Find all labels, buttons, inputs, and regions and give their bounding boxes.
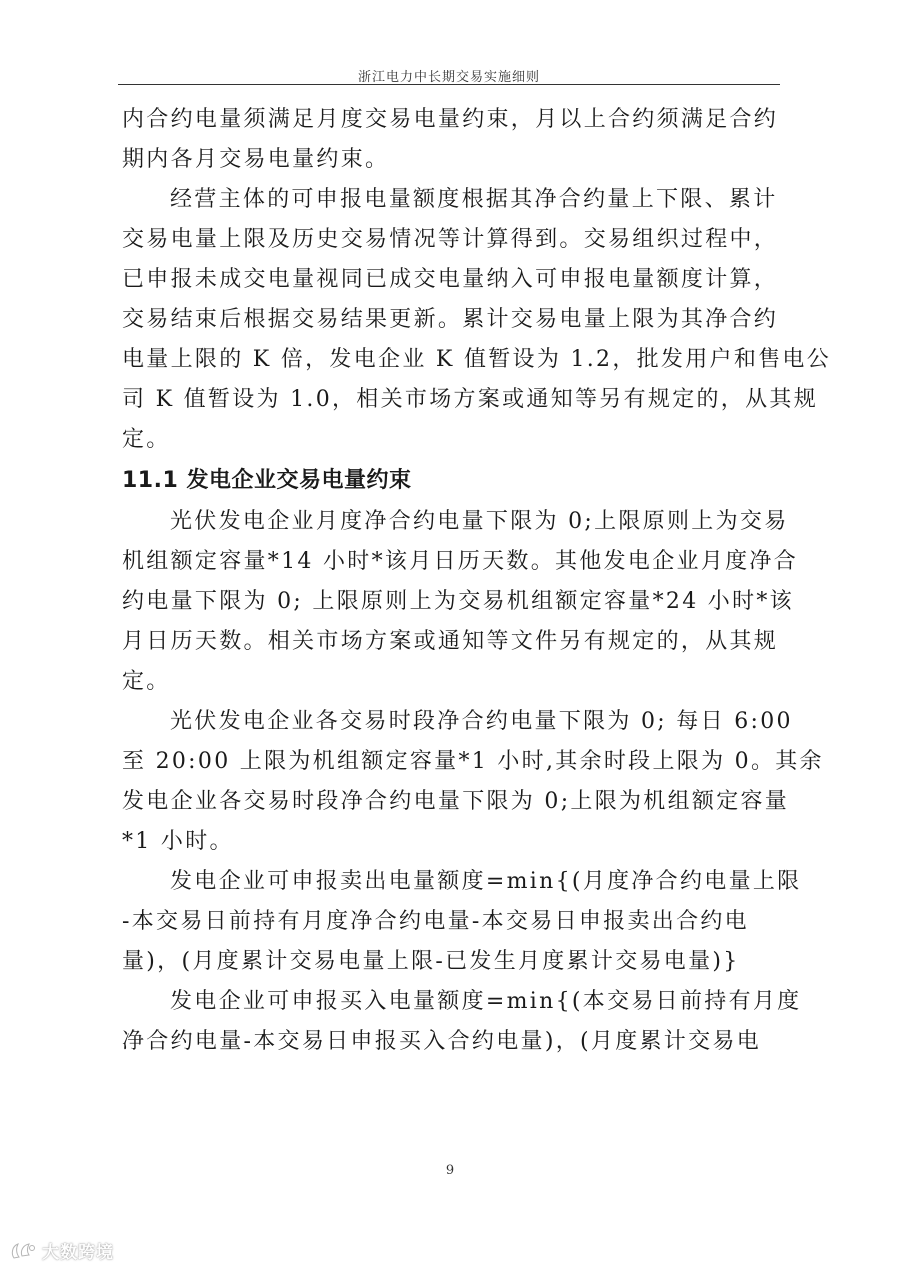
page-number: 9 — [445, 1163, 455, 1178]
text-line: 约电量下限为 0; 上限原则上为交易机组额定容量*24 小时*该 — [122, 589, 794, 614]
document-body — [122, 100, 832, 1062]
text-line: 光伏发电企业各交易时段净合约电量下限为 0; 每日 6:00 — [170, 709, 793, 734]
paragraph-3 — [122, 502, 798, 702]
paragraph-2 — [122, 180, 832, 460]
running-header: 浙江电力中长期交易实施细则 — [357, 70, 540, 85]
text-line: 交易电量上限及历史交易情况等计算得到。交易组织过程中， — [122, 227, 779, 252]
paragraph-5 — [122, 862, 802, 982]
paragraph-1 — [122, 100, 778, 180]
text-line: 司 K 值暂设为 1.0，相关市场方案或通知等另有规定的，从其规 — [122, 387, 819, 412]
watermark — [10, 1238, 114, 1263]
section-heading: 11.1 发电企业交易电量约束 — [122, 468, 412, 493]
text-line: *1 小时。 — [122, 829, 234, 854]
brand-logo-icon — [10, 1240, 36, 1262]
text-line: 发电企业可申报买入电量额度=min{(本交易日前持有月度 — [170, 989, 802, 1014]
header-divider — [118, 84, 780, 85]
paragraph-4 — [122, 702, 824, 862]
text-line: -本交易日前持有月度净合约电量-本交易日申报卖出合约电 — [122, 909, 749, 934]
watermark-text: 大数跨境 — [42, 1243, 114, 1263]
text-line: 净合约电量-本交易日申报买入合约电量)，(月度累计交易电 — [122, 1029, 762, 1054]
text-line: 交易结束后根据交易结果更新。累计交易电量上限为其净合约 — [122, 307, 779, 332]
text-line: 发电企业可申报卖出电量额度=min{(月度净合约电量上限 — [170, 869, 802, 894]
text-line: 期内各月交易电量约束。 — [122, 147, 390, 172]
text-line: 发电企业各交易时段净合约电量下限为 0;上限为机组额定容量 — [122, 789, 790, 814]
text-line: 量)，(月度累计交易电量上限-已发生月度累计交易电量)} — [122, 949, 740, 974]
text-line: 光伏发电企业月度净合约电量下限为 0;上限原则上为交易 — [170, 509, 789, 534]
text-line: 至 20:00 上限为机组额定容量*1 小时,其余时段上限为 0。其余 — [122, 749, 824, 774]
text-line: 电量上限的 K 倍，发电企业 K 值暂设为 1.2，批发用户和售电公 — [122, 347, 832, 372]
paragraph-6 — [122, 982, 802, 1062]
text-line: 月日历天数。相关市场方案或通知等文件另有规定的，从其规 — [122, 629, 779, 654]
text-line: 经营主体的可申报电量额度根据其净合约量上下限、累计 — [170, 187, 778, 212]
text-line: 机组额定容量*14 小时*该月日历天数。其他发电企业月度净合 — [122, 549, 798, 574]
text-line: 已申报未成交电量视同已成交电量纳入可申报电量额度计算， — [122, 267, 779, 292]
text-line: 定。 — [122, 669, 171, 694]
text-line: 内合约电量须满足月度交易电量约束，月以上合约须满足合约 — [122, 107, 779, 132]
text-line: 定。 — [122, 427, 171, 452]
